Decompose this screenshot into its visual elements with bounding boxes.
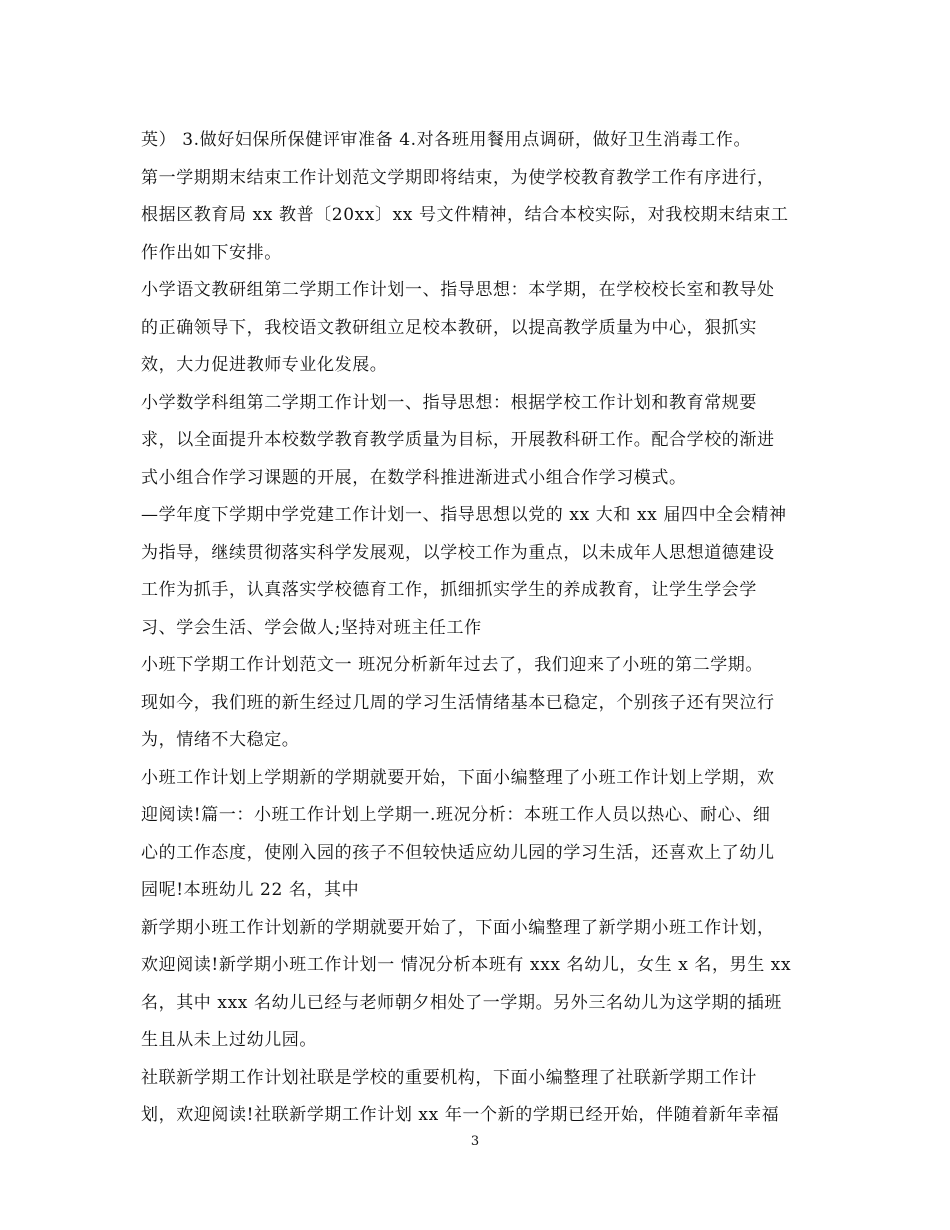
paragraph <box>141 272 811 385</box>
paragraph <box>141 910 811 1060</box>
text-line: 划，欢迎阅读!社联新学期工作计划 xx 年一个新的学期已经开始，伴随着新年幸福 <box>141 1105 780 1125</box>
text-line: 式小组合作学习课题的开展，在数学科推进渐进式小组合作学习模式。 <box>141 467 687 488</box>
text-line: 心的工作态度，使刚入园的孩子不但较快适应幼儿园的学习生活，还喜欢上了幼儿 <box>141 842 775 863</box>
text-line: 生且从未上过幼儿园。 <box>141 1030 317 1050</box>
document-body <box>141 122 811 1135</box>
text-line: 新学期小班工作计划新的学期就要开始了，下面小编整理了新学期小班工作计划， <box>141 917 775 938</box>
text-line: 为指导，继续贯彻落实科学发展观，以学校工作为重点，以未成年人思想道德建设 <box>141 542 775 563</box>
paragraph <box>141 1060 811 1135</box>
text-line: 英） 3.做好妇保所保健评审准备 4.对各班用餐用点调研，做好卫生消毒工作。 <box>141 130 752 150</box>
text-line: 第一学期期末结束工作计划范文学期即将结束，为使学校教育教学工作有序进行， <box>141 167 775 188</box>
paragraph <box>141 760 811 910</box>
text-line: 为，情绪不大稳定。 <box>141 730 300 750</box>
text-line: 园呢!本班幼儿 22 名，其中 <box>141 880 360 900</box>
text-line: 迎阅读!篇一：小班工作计划上学期一.班况分析：本班工作人员以热心、耐心、细 <box>141 805 771 825</box>
paragraph <box>141 647 811 760</box>
text-line: 小班工作计划上学期新的学期就要开始，下面小编整理了小班工作计划上学期，欢 <box>141 767 775 788</box>
text-line: 名，其中 xxx 名幼儿已经与老师朝夕相处了一学期。另外三名幼儿为这学期的插班 <box>141 992 782 1013</box>
text-line: 习、学会生活、学会做人;坚持对班主任工作 <box>141 617 482 638</box>
text-line: 现如今，我们班的新生经过几周的学习生活情绪基本已稳定，个别孩子还有哭泣行 <box>141 692 775 713</box>
paragraph <box>141 122 811 160</box>
text-line: 根据区教育局 xx 教普〔20xx〕xx 号文件精神，结合本校实际，对我校期末结束工 <box>141 205 789 225</box>
text-line: 求，以全面提升本校数学教育教学质量为目标，开展教科研工作。配合学校的渐进 <box>141 430 775 450</box>
text-line: 小班下学期工作计划范文一 班况分析新年过去了，我们迎来了小班的第二学期。 <box>141 655 764 675</box>
text-line: 小学数学科组第二学期工作计划一、指导思想：根据学校工作计划和教育常规要 <box>141 392 757 413</box>
text-line: 社联新学期工作计划社联是学校的重要机构，下面小编整理了社联新学期工作计 <box>141 1067 757 1088</box>
paragraph <box>141 385 811 498</box>
text-line: 作作出如下安排。 <box>141 242 282 263</box>
text-line: —学年度下学期中学党建工作计划一、指导思想以党的 xx 大和 xx 届四中全会精神 <box>141 505 787 525</box>
paragraph <box>141 160 811 273</box>
text-line: 效，大力促进教师专业化发展。 <box>141 355 388 375</box>
text-line: 工作为抓手，认真落实学校德育工作，抓细抓实学生的养成教育，让学生学会学 <box>141 580 757 600</box>
text-line: 小学语文教研组第二学期工作计划一、指导思想：本学期，在学校校长室和教导处 <box>141 280 775 300</box>
text-line: 的正确领导下，我校语文教研组立足校本教研，以提高教学质量为中心，狠抓实 <box>141 317 757 338</box>
text-line: 欢迎阅读!新学期小班工作计划一 情况分析本班有 xxx 名幼儿，女生 x 名，男生 xx <box>141 955 792 975</box>
page-number: 3 <box>470 1134 480 1149</box>
paragraph <box>141 497 811 647</box>
